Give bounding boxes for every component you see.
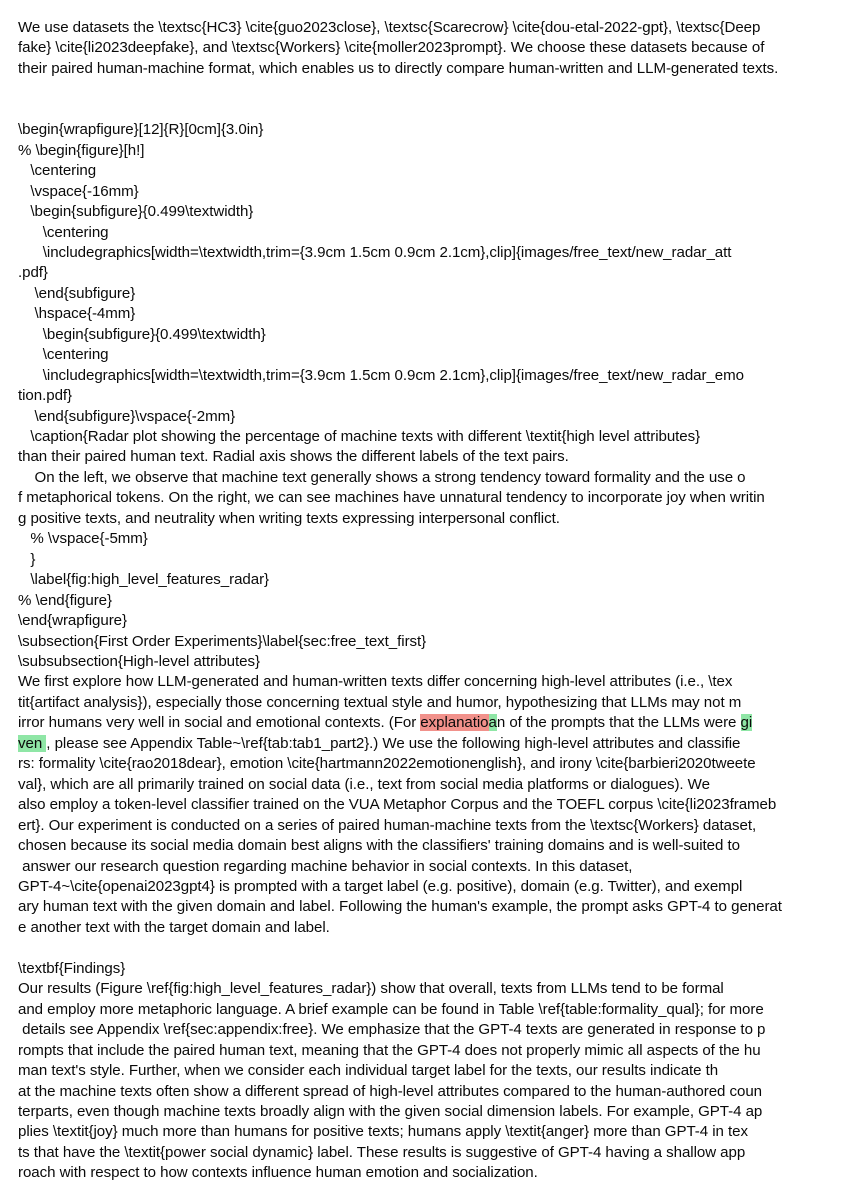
- source-line[interactable]: On the left, we observe that machine text generally shows a strong tendency toward formality and the use o: [18, 468, 746, 486]
- source-line[interactable]: .pdf}: [18, 264, 48, 282]
- red-highlight-span: explanatio: [420, 714, 489, 732]
- source-line[interactable]: \begin{subfigure}{0.499\textwidth}: [18, 203, 254, 221]
- source-line[interactable]: [18, 734, 858, 754]
- source-line[interactable]: \centering: [18, 346, 109, 364]
- source-line[interactable]: \subsubsection{High-level attributes}: [18, 653, 260, 671]
- source-line[interactable]: We first explore how LLM-generated and human-written texts differ concerning high-level attributes (i.e., \tex: [18, 673, 733, 691]
- source-line[interactable]: e another text with the target domain and label.: [18, 918, 330, 936]
- source-text-span: n of the prompts that the LLMs were: [496, 714, 741, 732]
- green-highlight-span: a: [488, 714, 497, 732]
- blank-line[interactable]: [18, 100, 858, 120]
- source-line[interactable]: % \vspace{-5mm}: [18, 530, 148, 548]
- source-line[interactable]: \vspace{-16mm}: [18, 182, 139, 200]
- source-line[interactable]: at the machine texts often show a different spread of high-level attributes compared to the human-authored coun: [18, 1082, 763, 1100]
- source-line[interactable]: \hspace{-4mm}: [18, 305, 136, 323]
- source-line[interactable]: rompts that include the paired human text, meaning that the GPT-4 does not properly mimic all aspects of the hu: [18, 1041, 761, 1059]
- source-line[interactable]: chosen because its social media domain best aligns with the classifiers' training domains and is well-suited to: [18, 837, 740, 855]
- source-line[interactable]: and employ more metaphoric language. A brief example can be found in Table \ref{table:formality_qual}; for more: [18, 1000, 764, 1018]
- source-text-span: irror humans very well in social and emotional contexts. (For: [18, 714, 421, 732]
- source-line[interactable]: \centering: [18, 162, 97, 180]
- source-text-span: , please see Appendix Table~\ref{tab:tab1_part2}.) We use the following high-level attributes and classifie: [46, 734, 741, 752]
- source-line[interactable]: We use datasets the \textsc{HC3} \cite{guo2023close}, \textsc{Scarecrow} \cite{dou-etal-2022-gpt}, \textsc{Deep: [18, 19, 761, 36]
- source-line[interactable]: rs: formality \cite{rao2018dear}, emotion \cite{hartmann2022emotionenglish}, and irony \cite{barbieri2020tweete: [18, 755, 756, 773]
- source-line[interactable]: \end{wrapfigure}: [18, 612, 127, 630]
- source-line[interactable]: ary human text with the given domain and label. Following the human's example, the prompt asks GPT-4 to generat: [18, 898, 782, 916]
- source-line[interactable]: answer our research question regarding machine behavior in social contexts. In this dataset,: [18, 857, 633, 875]
- source-line[interactable]: % \end{figure}: [18, 591, 112, 609]
- source-line[interactable]: roach with respect to how contexts influence human emotion and socialization.: [18, 1164, 538, 1182]
- source-line[interactable]: \caption{Radar plot showing the percentage of machine texts with different \textit{high level attributes}: [18, 428, 701, 446]
- source-line[interactable]: details see Appendix \ref{sec:appendix:free}. We emphasize that the GPT-4 texts are generated in response to p: [18, 1021, 766, 1039]
- source-line[interactable]: \begin{subfigure}{0.499\textwidth}: [18, 325, 266, 343]
- source-line[interactable]: \end{subfigure}\vspace{-2mm}: [18, 407, 236, 425]
- source-line[interactable]: their paired human-machine format, which enables us to directly compare human-written and LLM-generated texts.: [18, 59, 779, 77]
- source-line[interactable]: \textbf{Findings}: [18, 959, 126, 977]
- source-line[interactable]: ts that have the \textit{power social dynamic} label. These results is suggestive of GPT-4 having a shallow app: [18, 1143, 746, 1161]
- source-line[interactable]: val}, which are all primarily trained on social data (i.e., text from social media platforms or dialogues). We: [18, 775, 710, 793]
- source-line[interactable]: ert}. Our experiment is conducted on a series of paired human-machine texts from the \textsc{Workers} dataset,: [18, 816, 757, 834]
- source-line[interactable]: f metaphorical tokens. On the right, we can see machines have unnatural tendency to incorporate joy when writin: [18, 489, 765, 507]
- source-line[interactable]: tit{artifact analysis}), especially those concerning textual style and humor, hypothesizing that LLMs may not m: [18, 693, 742, 711]
- source-line[interactable]: \centering: [18, 223, 109, 241]
- source-line[interactable]: % \begin{figure}[h!]: [18, 141, 145, 159]
- source-line[interactable]: terparts, even though machine texts broadly align with the given social dimension labels. For example, GPT-4 ap: [18, 1102, 763, 1120]
- source-line[interactable]: \subsection{First Order Experiments}\label{sec:free_text_first}: [18, 632, 427, 650]
- source-line[interactable]: GPT-4~\cite{openai2023gpt4} is prompted with a target label (e.g. positive), domain (e.g. Twitter), and exempl: [18, 878, 743, 895]
- source-line[interactable]: }: [18, 550, 36, 568]
- source-line[interactable]: \includegraphics[width=\textwidth,trim={3.9cm 1.5cm 0.9cm 2.1cm},clip]{images/free_text/new_radar_emo: [18, 366, 744, 384]
- source-line[interactable]: fake} \cite{li2023deepfake}, and \textsc{Workers} \cite{moller2023prompt}. We choose these datasets because of: [18, 39, 765, 57]
- source-line[interactable]: Our results (Figure \ref{fig:high_level_features_radar}) show that overall, texts from LLMs tend to be formal: [18, 980, 724, 998]
- source-line[interactable]: g positive texts, and neutrality when writing texts expressing interpersonal conflict.: [18, 509, 560, 527]
- green-highlight-span: ven: [18, 734, 47, 752]
- source-line[interactable]: than their paired human text. Radial axis shows the different labels of the text pairs.: [18, 448, 569, 466]
- source-line[interactable]: \label{fig:high_level_features_radar}: [18, 571, 270, 589]
- blank-line[interactable]: [18, 79, 858, 99]
- source-line[interactable]: also employ a token-level classifier trained on the VUA Metaphor Corpus and the TOEFL corpus \cite{li2023frameb: [18, 796, 777, 814]
- source-line[interactable]: \begin{wrapfigure}[12]{R}[0cm]{3.0in}: [18, 121, 264, 139]
- source-line[interactable]: \end{subfigure}: [18, 284, 136, 302]
- source-line[interactable]: plies \textit{joy} much more than humans for positive texts; humans apply \textit{anger} more than GPT-4 in tex: [18, 1123, 748, 1141]
- blank-line[interactable]: [18, 938, 858, 958]
- source-line[interactable]: man text's style. Further, when we consider each individual target label for the texts, our results indicate th: [18, 1062, 719, 1080]
- green-highlight-span: gi: [740, 714, 753, 732]
- source-line[interactable]: tion.pdf}: [18, 387, 73, 405]
- source-line[interactable]: \includegraphics[width=\textwidth,trim={3.9cm 1.5cm 0.9cm 2.1cm},clip]{images/free_text/new_radar_att: [18, 243, 732, 261]
- source-line[interactable]: [18, 713, 858, 733]
